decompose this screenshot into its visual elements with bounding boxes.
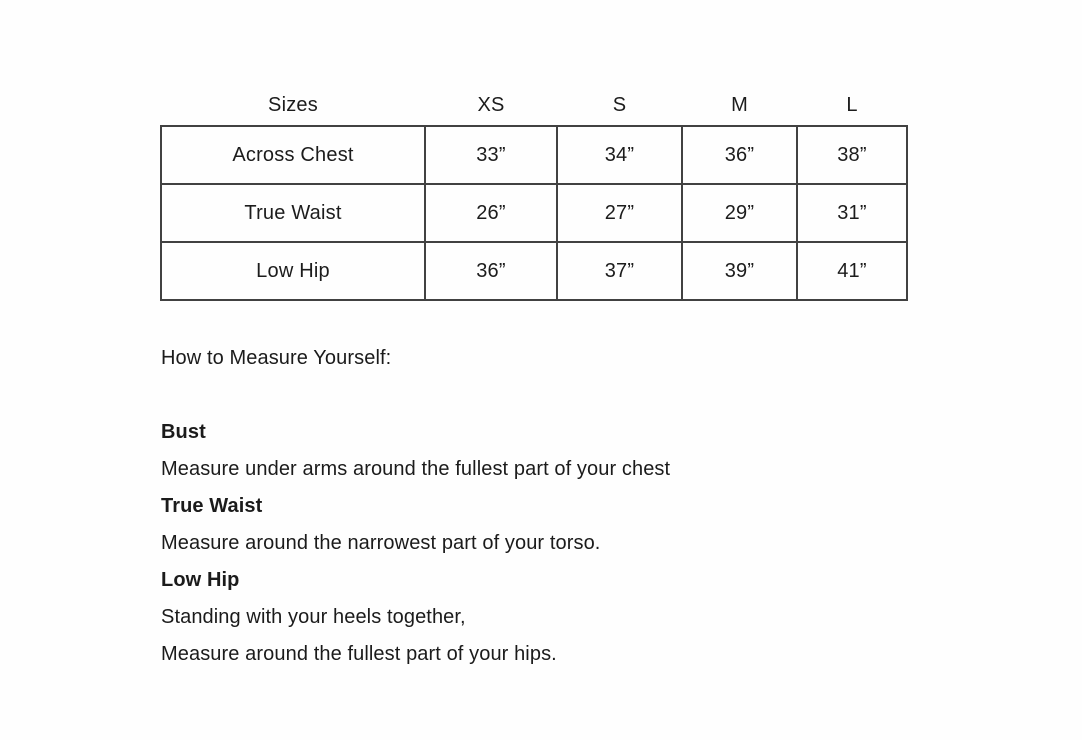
- row-label: Low Hip: [161, 242, 425, 300]
- measurement-description: Measure around the narrowest part of your torso.: [161, 532, 601, 554]
- row-label: True Waist: [161, 184, 425, 242]
- measurement-heading-true-waist: True Waist: [161, 495, 263, 517]
- size-value-cell: 39”: [682, 242, 797, 300]
- size-chart-table: [160, 86, 908, 301]
- size-value-cell: 37”: [557, 242, 682, 300]
- column-header-sizes: Sizes: [268, 94, 318, 116]
- table-row-across-chest: [161, 126, 907, 184]
- table-row-true-waist: [161, 184, 907, 242]
- row-label: Across Chest: [161, 126, 425, 184]
- size-value-cell: 41”: [797, 242, 907, 300]
- column-header-l: L: [846, 94, 858, 116]
- blank-line: [161, 377, 921, 414]
- size-value-cell: 31”: [797, 184, 907, 242]
- size-value-cell: 38”: [797, 126, 907, 184]
- measurement-heading-bust: Bust: [161, 421, 206, 443]
- size-value-cell: 33”: [425, 126, 557, 184]
- column-header-s: S: [612, 94, 627, 116]
- measurement-description: Standing with your heels together,: [161, 606, 466, 628]
- instructions-title: How to Measure Yourself:: [161, 347, 392, 369]
- size-value-cell: 36”: [682, 126, 797, 184]
- measurement-description: Measure around the fullest part of your hips.: [161, 643, 557, 665]
- size-value-cell: 27”: [557, 184, 682, 242]
- column-header-xs: XS: [477, 94, 505, 116]
- size-value-cell: 34”: [557, 126, 682, 184]
- table-row-low-hip: [161, 242, 907, 300]
- measurement-description: Measure under arms around the fullest part of your chest: [161, 458, 671, 480]
- size-value-cell: 29”: [682, 184, 797, 242]
- size-chart-section: [160, 86, 906, 301]
- size-chart-header-row: [161, 86, 907, 126]
- measurement-heading-low-hip: Low Hip: [161, 569, 240, 591]
- size-value-cell: 26”: [425, 184, 557, 242]
- measure-instructions: [161, 340, 921, 673]
- column-header-m: M: [731, 94, 748, 116]
- size-value-cell: 36”: [425, 242, 557, 300]
